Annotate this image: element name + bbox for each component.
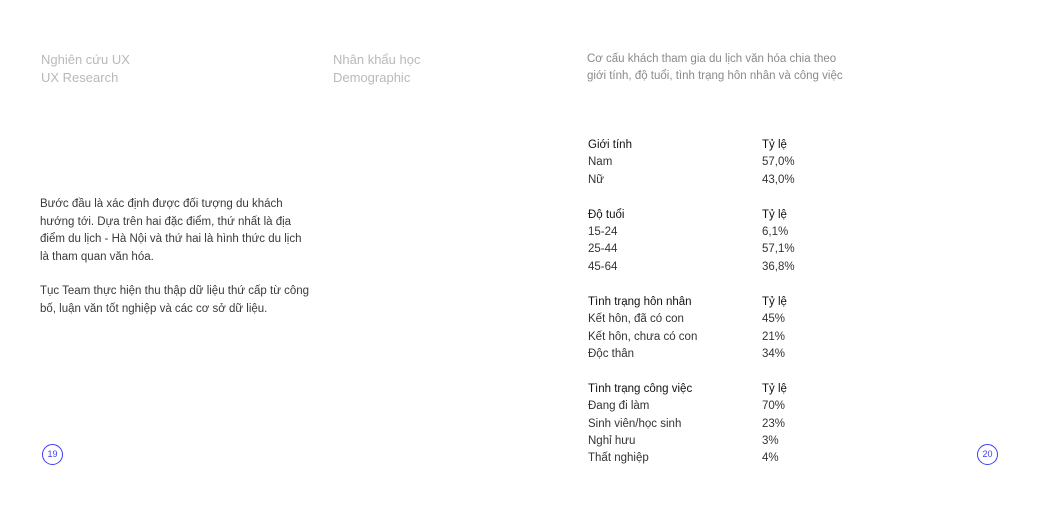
table-group-header (588, 381, 848, 398)
section-header-demographic (333, 51, 420, 87)
table-group-header (588, 137, 848, 154)
row-label: Độc thân (588, 347, 635, 360)
row-value: 45% (762, 313, 786, 326)
row-label: Nam (588, 156, 613, 169)
row-label: 15-24 (588, 226, 618, 239)
table-group-header (588, 207, 848, 224)
row-value: 57,0% (762, 156, 795, 169)
row-value: 34% (762, 347, 786, 360)
group-value-header: Tỷ lệ (762, 139, 787, 151)
group-label: Độ tuổi (588, 208, 625, 221)
row-value: 3% (762, 434, 779, 447)
intro-paragraph-1: Bước đầu là xác định được đối tượng du khách hướng tới. Dựa trên hai đặc điểm, thứ nhất là địa điểm du lịch - Hà Nội và thứ hai là hình thức du lịch là tham quan văn hóa. (40, 198, 302, 263)
table-row (588, 154, 848, 171)
table-row (588, 398, 848, 415)
table-row (588, 329, 848, 346)
table-group-employment (588, 381, 848, 468)
row-label: Đang đi làm (588, 400, 650, 413)
row-label: 25-44 (588, 243, 618, 256)
table-row (588, 311, 848, 328)
row-label: Kết hôn, đã có con (588, 313, 684, 326)
group-value-header: Tỷ lệ (762, 382, 787, 395)
table-heading-line-1: Cơ cấu khách tham gia du lịch văn hóa chia theo (587, 53, 837, 65)
table-group-age (588, 207, 848, 277)
group-label: Tình trạng công việc (588, 382, 693, 395)
row-label: Sinh viên/học sinh (588, 417, 682, 430)
row-value: 70% (762, 400, 786, 413)
row-label: Nghỉ hưu (588, 434, 636, 447)
table-heading (587, 51, 843, 85)
table-group-header (588, 294, 848, 311)
row-value: 6,1% (762, 226, 789, 239)
section-header-ux-research (41, 51, 130, 87)
section-title-en: UX Research (41, 70, 119, 85)
page-number-left: 19 (42, 444, 63, 465)
group-value-header: Tỷ lệ (762, 295, 787, 308)
table-group-gender (588, 137, 848, 189)
row-value: 4% (762, 452, 779, 465)
page-number-right: 20 (977, 444, 998, 465)
table-row (588, 450, 848, 467)
intro-paragraph-2: Tục Team thực hiện thu thập dữ liệu thứ cấp từ công bố, luận văn tốt nghiệp và các cơ sở dữ liệu. (40, 285, 310, 315)
demographic-table (588, 137, 848, 485)
row-label: 45-64 (588, 260, 618, 273)
demographic-title-en: Demographic (333, 70, 411, 85)
demographic-title-vi: Nhân khẩu học (333, 52, 421, 67)
row-label: Nữ (588, 173, 605, 186)
row-value: 21% (762, 330, 786, 343)
row-value: 23% (762, 417, 786, 430)
group-value-header: Tỷ lệ (762, 208, 787, 221)
table-row (588, 346, 848, 363)
table-row (588, 259, 848, 276)
row-label: Thất nghiệp (588, 452, 649, 465)
row-value: 57,1% (762, 243, 795, 256)
table-row (588, 172, 848, 189)
table-heading-line-2: giới tính, độ tuổi, tình trạng hôn nhân và công việc (587, 70, 843, 82)
table-group-marital-status (588, 294, 848, 364)
table-row (588, 241, 848, 258)
table-row (588, 416, 848, 433)
group-label: Giới tính (588, 139, 632, 151)
section-title-vi: Nghiên cứu UX (41, 52, 130, 67)
table-row (588, 224, 848, 241)
row-label: Kết hôn, chưa có con (588, 330, 698, 343)
group-label: Tình trạng hôn nhân (588, 295, 692, 308)
table-row (588, 433, 848, 450)
row-value: 36,8% (762, 260, 795, 273)
row-value: 43,0% (762, 173, 795, 186)
